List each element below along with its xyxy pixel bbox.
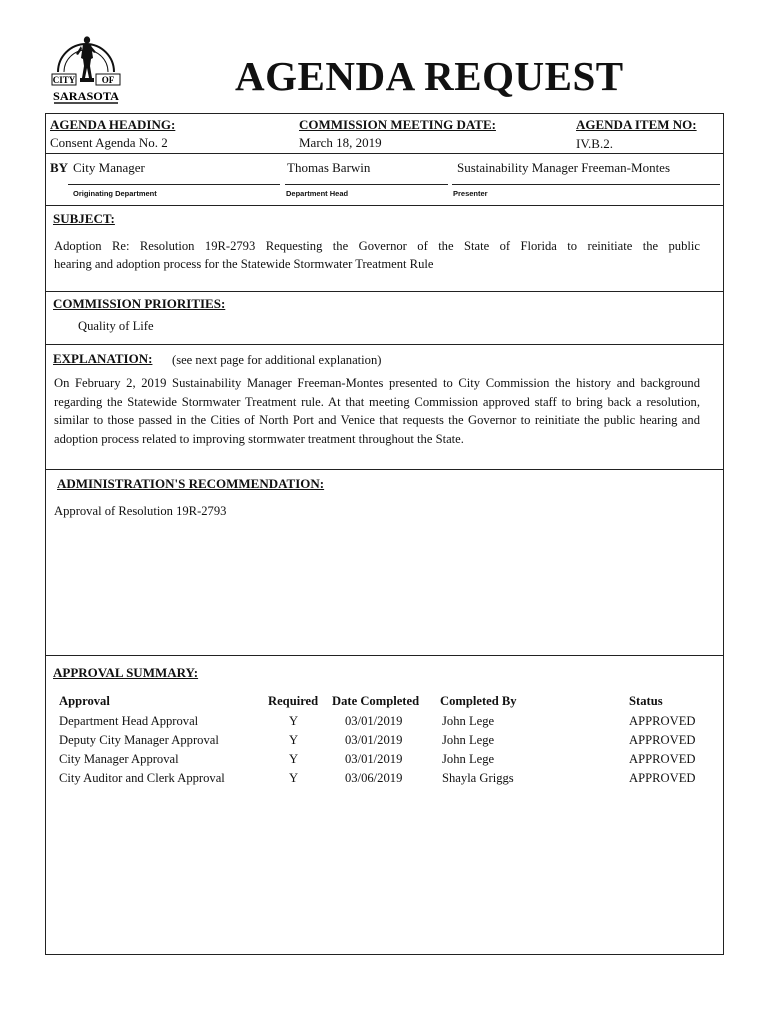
completed-by-value: John Lege	[442, 714, 495, 728]
commission-priorities-label: COMMISSION PRIORITIES:	[53, 296, 226, 311]
meeting-date-value: March 18, 2019	[299, 135, 382, 150]
commission-priorities-value: Quality of Life	[78, 319, 154, 333]
column-header-required: Required	[268, 694, 319, 708]
subject-line-2: hearing and adoption process for the Statewide Stormwater Treatment Rule	[54, 257, 434, 271]
approval-name: City Auditor and Clerk Approval	[59, 771, 225, 785]
column-header-approval: Approval	[59, 694, 110, 708]
by-label: BY	[50, 160, 69, 175]
required-value: Y	[289, 733, 299, 747]
column-header-completed-by: Completed By	[440, 694, 517, 708]
completed-by-value: John Lege	[442, 752, 495, 766]
signature-line	[285, 184, 448, 185]
divider	[46, 291, 724, 292]
required-value: Y	[289, 771, 299, 785]
status-value: APPROVED	[629, 714, 696, 728]
status-value: APPROVED	[629, 752, 696, 766]
date-completed-value: 03/01/2019	[345, 714, 403, 728]
recommendation-label: ADMINISTRATION'S RECOMMENDATION:	[57, 476, 325, 491]
required-value: Y	[289, 714, 299, 728]
subject-line-1: Adoption Re: Resolution 19R-2793 Requesting the Governor of the State of Florida to reinitiate the public	[54, 239, 700, 253]
approval-name: City Manager Approval	[59, 752, 179, 766]
explanation-note: (see next page for additional explanation)	[172, 353, 382, 367]
completed-by-value: Shayla Griggs	[442, 771, 514, 785]
page-title: AGENDA REQUEST	[235, 53, 624, 99]
city-of-sarasota-logo	[50, 28, 122, 106]
agenda-heading-label: AGENDA HEADING:	[50, 117, 176, 132]
presenter-value: Sustainability Manager Freeman-Montes	[457, 160, 671, 175]
approval-name: Deputy City Manager Approval	[59, 733, 219, 747]
completed-by-value: John Lege	[442, 733, 495, 747]
column-header-status: Status	[629, 694, 663, 708]
logo-city-text: CITY	[52, 75, 76, 85]
originating-department-value: City Manager	[73, 160, 145, 175]
recommendation-value: Approval of Resolution 19R-2793	[54, 504, 227, 518]
status-value: APPROVED	[629, 771, 696, 785]
logo-sarasota-text: SARASOTA	[53, 89, 120, 103]
agenda-item-no-label: AGENDA ITEM NO:	[576, 117, 697, 132]
logo-of-text: OF	[101, 75, 115, 85]
date-completed-value: 03/01/2019	[345, 752, 403, 766]
explanation-text: On February 2, 2019 Sustainability Manager Freeman-Montes presented to City Commission the history and background regarding the Statewide Stormwater Treatment rule. At that meeting Commission approved staff to bring back a resolution, similar to those passed in the Cities of North Port and Venice that requests the Governor to reinitiate the public hearing and adoption process related to improving stormwater treatment throughout the State.	[54, 376, 700, 446]
divider	[46, 655, 724, 656]
divider	[46, 205, 724, 206]
date-completed-value: 03/06/2019	[345, 771, 403, 785]
department-head-label: Department Head	[286, 189, 349, 198]
agenda-item-no-value: IV.B.2.	[576, 136, 613, 151]
approval-summary-label: APPROVAL SUMMARY:	[53, 665, 199, 680]
date-completed-value: 03/01/2019	[345, 733, 403, 747]
divider	[46, 344, 724, 345]
approval-name: Department Head Approval	[59, 714, 199, 728]
column-header-date-completed: Date Completed	[332, 694, 420, 708]
status-value: APPROVED	[629, 733, 696, 747]
signature-line	[68, 184, 280, 185]
divider	[46, 153, 724, 154]
divider	[46, 469, 724, 470]
meeting-date-label: COMMISSION MEETING DATE:	[299, 117, 496, 132]
required-value: Y	[289, 752, 299, 766]
explanation-label: EXPLANATION:	[53, 351, 153, 366]
department-head-value: Thomas Barwin	[287, 160, 371, 175]
subject-label: SUBJECT:	[53, 211, 115, 226]
signature-line	[452, 184, 720, 185]
agenda-heading-value: Consent Agenda No. 2	[50, 135, 168, 150]
presenter-label: Presenter	[453, 189, 488, 198]
originating-department-label: Originating Department	[73, 189, 157, 198]
